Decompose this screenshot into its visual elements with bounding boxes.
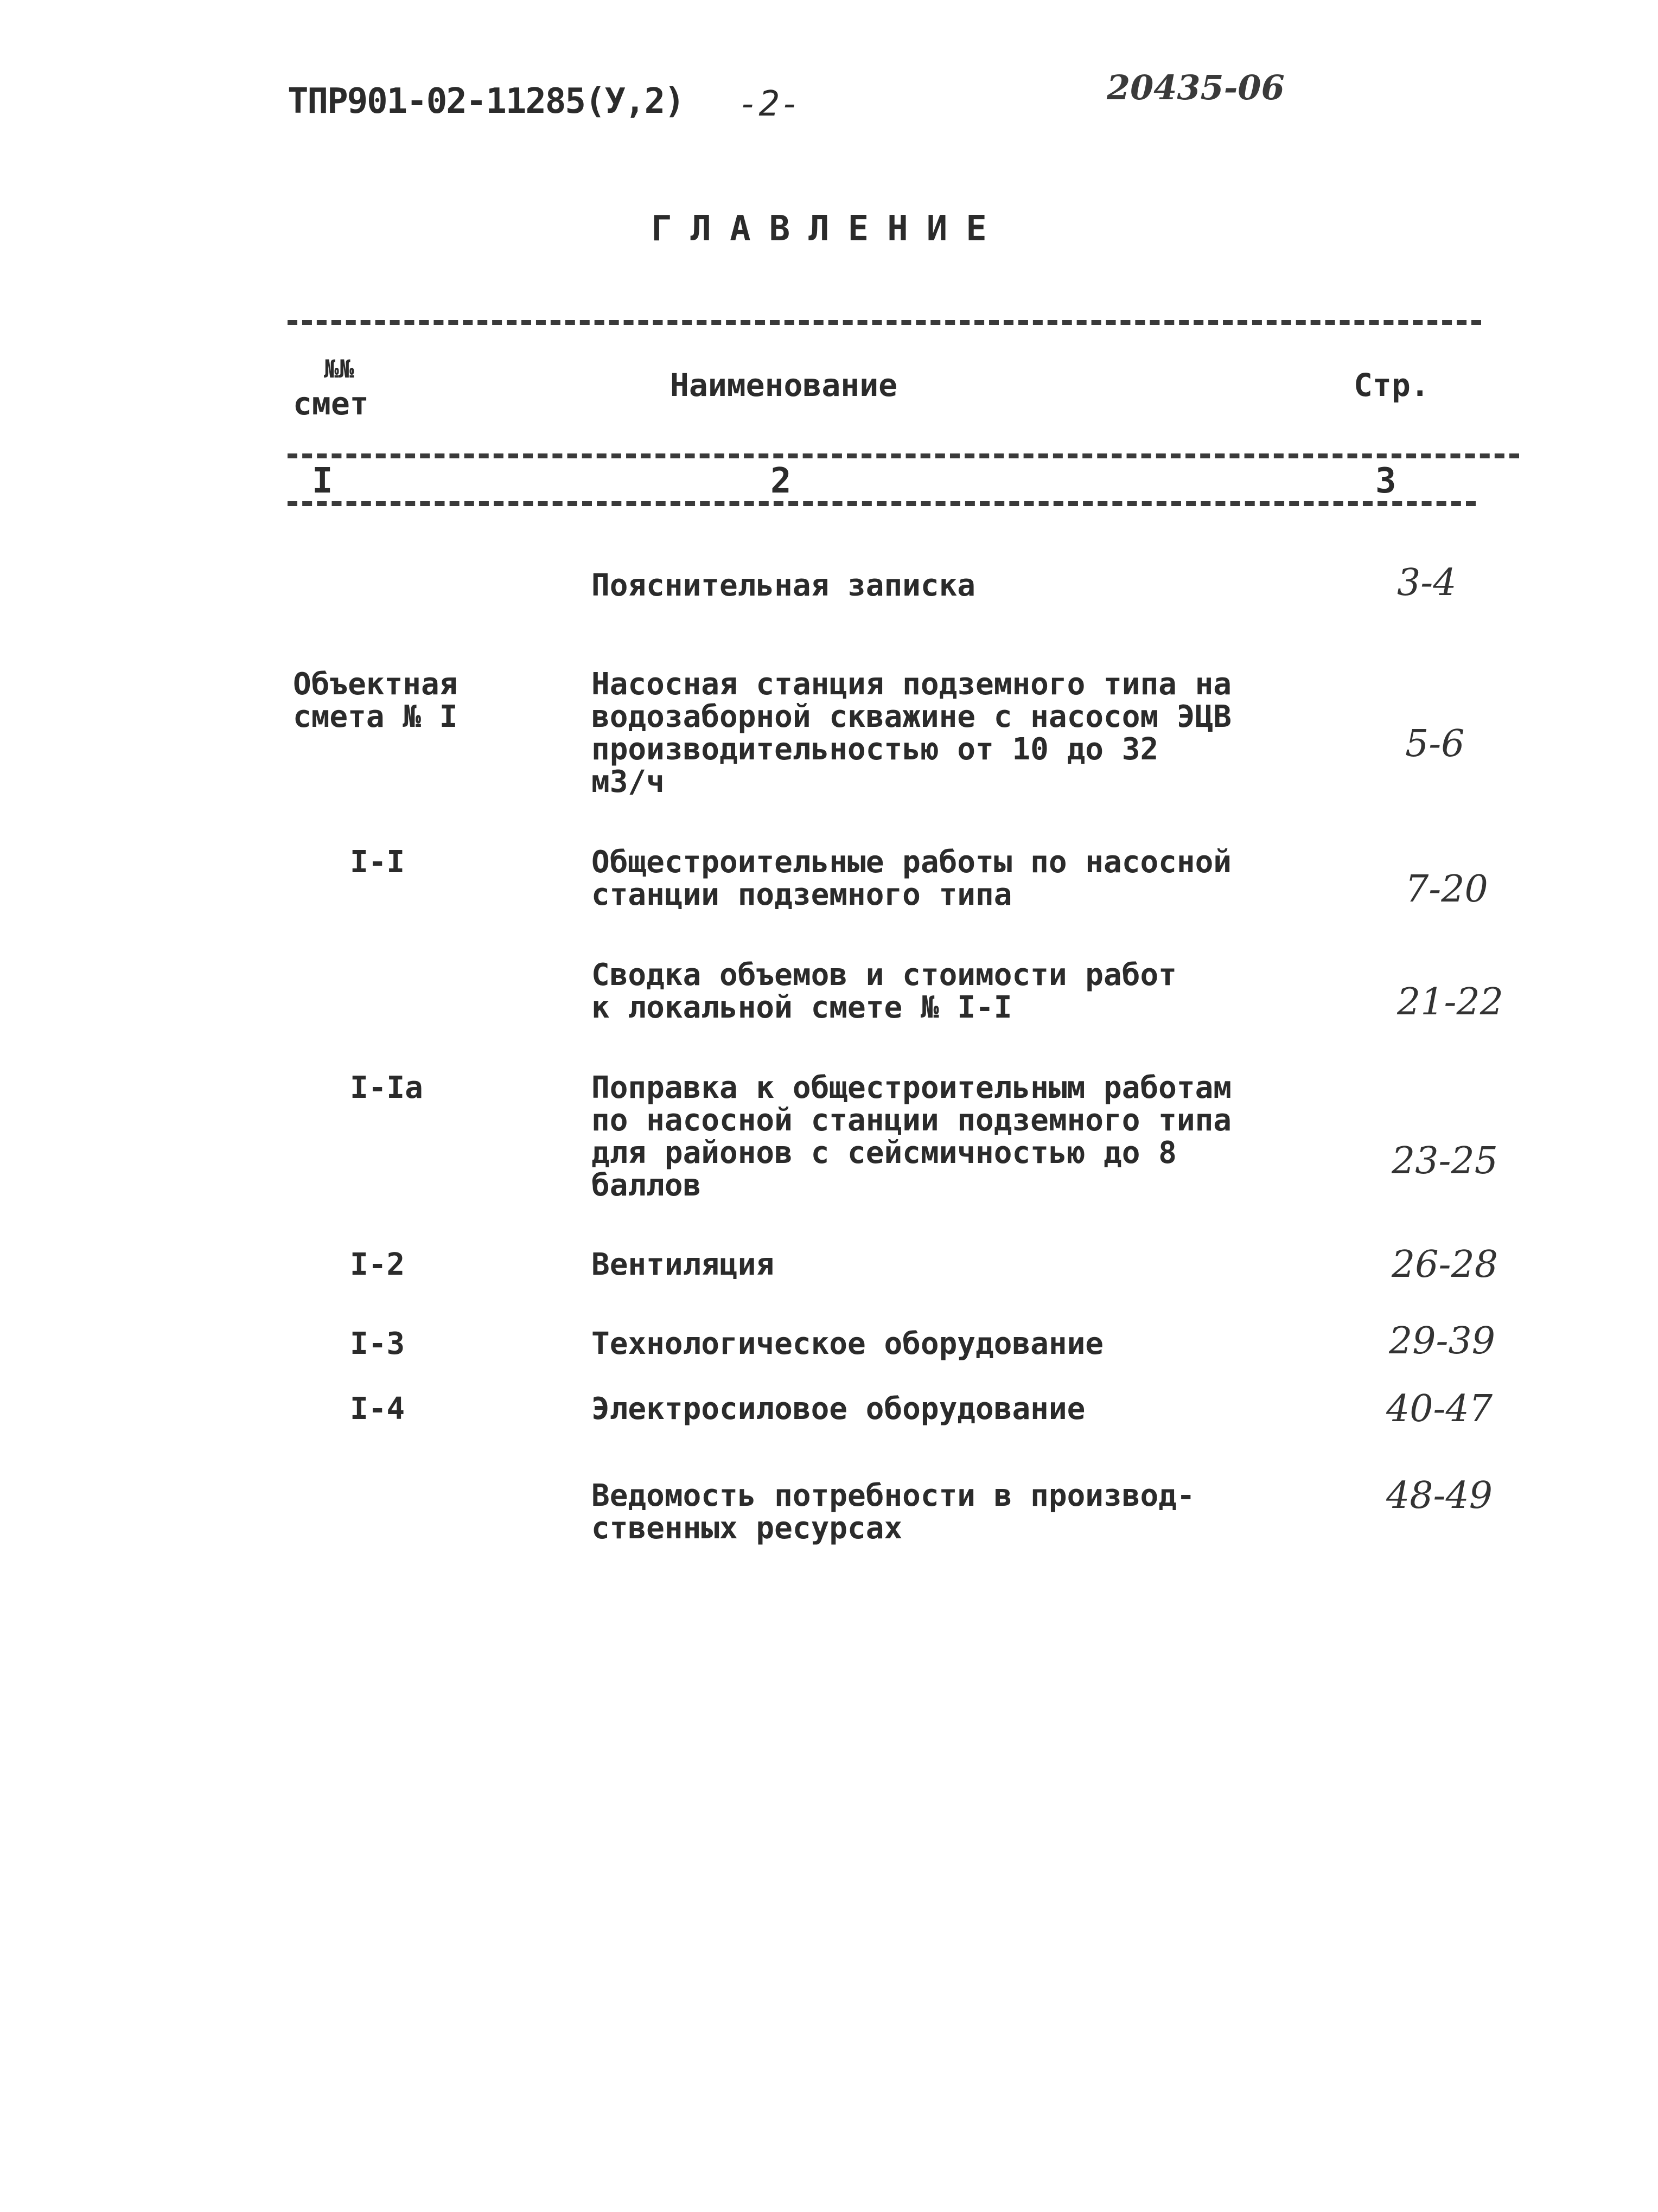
row-name: Сводка объемов и стоимости работ к локальной смете № I-I	[591, 957, 1177, 1025]
column-header-name: Наименование	[670, 367, 898, 404]
row-name: Ведомость потребности в производ- ственных ресурсах	[591, 1478, 1195, 1546]
row-pages: 7-20	[1405, 868, 1488, 911]
row-pages: 29-39	[1389, 1320, 1496, 1363]
row-pages: 26-28	[1392, 1243, 1498, 1286]
row-name: Поправка к общестроительным работам по насосной станции подземного типа для районов с сейсмичностью до 8 баллов	[591, 1070, 1232, 1203]
row-name: Вентиляция	[591, 1247, 775, 1282]
row-number: I-I	[350, 845, 405, 880]
column-header-page: Стр.	[1354, 367, 1430, 404]
row-number: I-3	[350, 1326, 405, 1361]
table-rule-bottom	[288, 501, 1476, 506]
row-pages: 48-49	[1386, 1474, 1493, 1517]
document-code: ТПР901-02-11285(У,2)	[288, 81, 684, 122]
row-number: I-2	[350, 1247, 405, 1282]
column-header-number-label: смет	[293, 385, 369, 422]
column-header-number	[293, 351, 369, 421]
row-name: Насосная станция подземного типа на водозаборной скважине с насосом ЭЦВ производительностью от 10 до 32 м3/ч	[591, 667, 1232, 800]
column-index-3: 3	[1375, 461, 1396, 501]
table-rule-middle	[288, 453, 1519, 458]
column-index-1: I	[312, 461, 333, 501]
row-number: I-4	[350, 1391, 405, 1427]
row-name: Общестроительные работы по насосной станции подземного типа	[591, 845, 1232, 912]
row-pages: 21-22	[1397, 981, 1504, 1024]
page-title: ГЛАВЛЕНИЕ	[651, 209, 1005, 249]
row-pages: 3-4	[1397, 561, 1457, 604]
row-number: I-Iа	[350, 1070, 423, 1105]
row-pages: 5-6	[1405, 723, 1465, 765]
table-rule-top	[288, 320, 1481, 325]
row-name: Электросиловое оборудование	[591, 1391, 1086, 1427]
handwritten-code: 20435-06	[1107, 68, 1285, 107]
column-header-number-symbol: №№	[324, 354, 354, 383]
row-name: Пояснительная записка	[591, 568, 976, 603]
row-name: Технологическое оборудование	[591, 1326, 1104, 1361]
row-pages: 40-47	[1386, 1388, 1493, 1430]
column-index-2: 2	[770, 461, 792, 501]
row-number: Объектная смета № I	[293, 667, 458, 734]
row-pages: 23-25	[1392, 1140, 1498, 1182]
page-number: -2-	[738, 84, 801, 124]
